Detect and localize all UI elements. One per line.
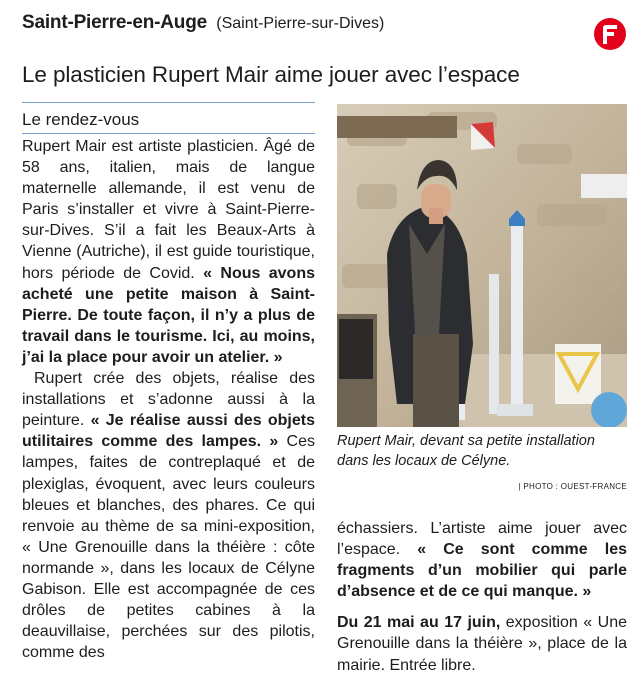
article-column-1 [22, 136, 315, 663]
paragraph-3-quote: « Ce sont comme les fragments d’un mobilier qui parle d’absence et de ce qui manque. » [337, 541, 628, 601]
photo-credit: | PHOTO : OUEST-FRANCE [518, 482, 627, 491]
paragraph-2 [22, 368, 315, 663]
paragraph-1 [22, 136, 315, 368]
event-dates: Du 21 mai au 17 juin, [337, 614, 501, 632]
ouest-france-logo-icon [594, 18, 626, 50]
article-photo [337, 104, 627, 427]
paragraph-2-quote: « Je réalise aussi des objets utilitaires comme des lampes. » [22, 412, 316, 451]
article-header [22, 12, 384, 34]
event-info [337, 612, 627, 675]
paragraph-2-rest: Ces lampes, faites de contreplaqué et de plexiglas, évoquent, avec leurs couleurs bleues et blanches, des phares. Ce qui renvoie au thème de sa mini-exposition, « Une Grenouille dans la théière : côte normande », dans les locaux de Célyne Gabison. Elle est accompagnée de ces drôles de petites cabines à la deauvillaise, perchées sur des pilotis, comme des [22, 433, 315, 662]
article-column-2 [337, 518, 627, 676]
sublocation: (Saint-Pierre-sur-Dives) [216, 15, 385, 32]
location-title: Saint-Pierre-en-Auge [22, 12, 207, 33]
rubric-top-rule [22, 102, 315, 103]
photo-caption: Rupert Mair, devant sa petite installation dans les locaux de Célyne. [337, 433, 595, 469]
paragraph-3 [337, 518, 627, 602]
rubric-title: Le rendez-vous [22, 110, 140, 129]
rubric-bottom-rule [22, 133, 315, 134]
paragraph-1-quote: « Nous avons acheté une petite maison à Saint-Pierre. De toute façon, il n’y a plus de travail dans le tourisme. Ici, au moins, j’ai la place pour avoir un atelier. » [22, 264, 315, 366]
paragraph-1-text: Rupert Mair est artiste plasticien. Âgé de 58 ans, italien, mais de langue maternelle allemande, il est venu de Paris s’installer et vivre à Saint-Pierre-sur-Dives. S’il a fait les Beaux-Arts à Vienne (Autriche), il est guide touristique, hors période de Covid. [22, 138, 315, 282]
paragraph-3-text: échassiers. L’artiste aime jouer avec l’espace. [337, 520, 627, 559]
headline: Le plasticien Rupert Mair aime jouer avec l’espace [22, 62, 520, 87]
event-details: exposition « Une Grenouille dans la théière », place de la mairie. Entrée libre. [337, 614, 627, 674]
paragraph-2-text: Rupert crée des objets, réalise des installations et s’adonne aussi à la peinture. [22, 370, 315, 430]
